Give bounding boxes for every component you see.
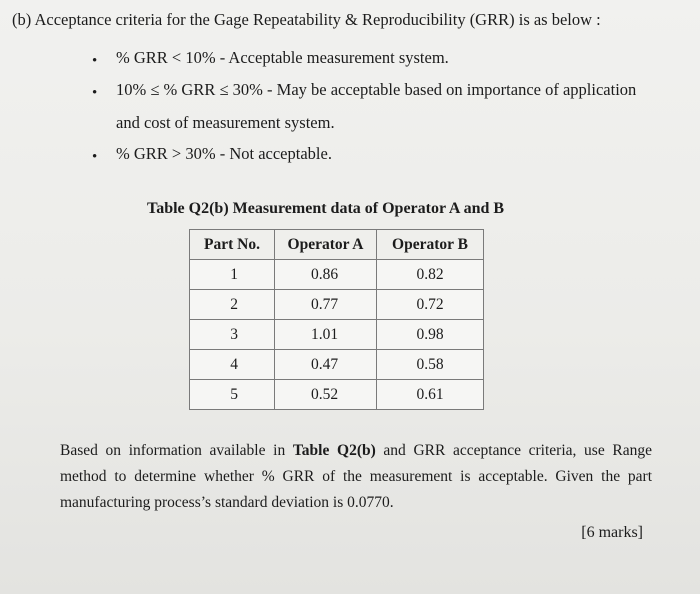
table-header-row bbox=[190, 230, 484, 260]
criterion-3: % GRR > 30% - Not acceptable. bbox=[116, 144, 332, 163]
table-row bbox=[190, 380, 484, 410]
cell-part-no: 3 bbox=[190, 320, 275, 350]
cell-operator-a: 1.01 bbox=[275, 320, 377, 350]
cell-operator-b: 0.98 bbox=[377, 320, 484, 350]
cell-operator-b: 0.61 bbox=[377, 380, 484, 410]
cell-part-no: 4 bbox=[190, 350, 275, 380]
cell-operator-a: 0.77 bbox=[275, 290, 377, 320]
cell-operator-a: 0.52 bbox=[275, 380, 377, 410]
measurement-table bbox=[189, 229, 484, 410]
cell-operator-b: 0.72 bbox=[377, 290, 484, 320]
criterion-2-line-2: and cost of measurement system. bbox=[116, 113, 335, 132]
cell-part-no: 5 bbox=[190, 380, 275, 410]
cell-operator-b: 0.58 bbox=[377, 350, 484, 380]
table-row bbox=[190, 290, 484, 320]
table-row bbox=[190, 320, 484, 350]
cell-part-no: 2 bbox=[190, 290, 275, 320]
cell-operator-a: 0.47 bbox=[275, 350, 377, 380]
criterion-2-line-1: 10% ≤ % GRR ≤ 30% - May be acceptable based on importance of application bbox=[116, 80, 637, 99]
header-part-no: Part No. bbox=[190, 230, 275, 260]
criterion-1: % GRR < 10% - Acceptable measurement system. bbox=[116, 48, 449, 67]
bullet-icon: • bbox=[92, 149, 98, 165]
instruction-text-part-1: Based on information available in bbox=[60, 442, 293, 459]
table-row bbox=[190, 260, 484, 290]
table-caption: Table Q2(b) Measurement data of Operator A and B bbox=[147, 200, 505, 217]
header-operator-a: Operator A bbox=[275, 230, 377, 260]
question-heading: (b) Acceptance criteria for the Gage Repeatability & Reproducibility (GRR) is as below : bbox=[12, 10, 601, 29]
bullet-icon: • bbox=[92, 85, 98, 101]
cell-operator-b: 0.82 bbox=[377, 260, 484, 290]
instruction-paragraph bbox=[60, 438, 652, 516]
cell-part-no: 1 bbox=[190, 260, 275, 290]
cell-operator-a: 0.86 bbox=[275, 260, 377, 290]
table-row bbox=[190, 350, 484, 380]
bullet-icon: • bbox=[92, 53, 98, 69]
marks-label: [6 marks] bbox=[581, 524, 643, 541]
table-reference: Table Q2(b) bbox=[292, 442, 376, 459]
instruction-text-part-2: and GRR acceptance criteria, use Range method to determine whether % GRR of the measurement is acceptable. Given the part manufacturing process’s standard deviation is 0.0770. bbox=[60, 442, 652, 511]
header-operator-b: Operator B bbox=[377, 230, 484, 260]
